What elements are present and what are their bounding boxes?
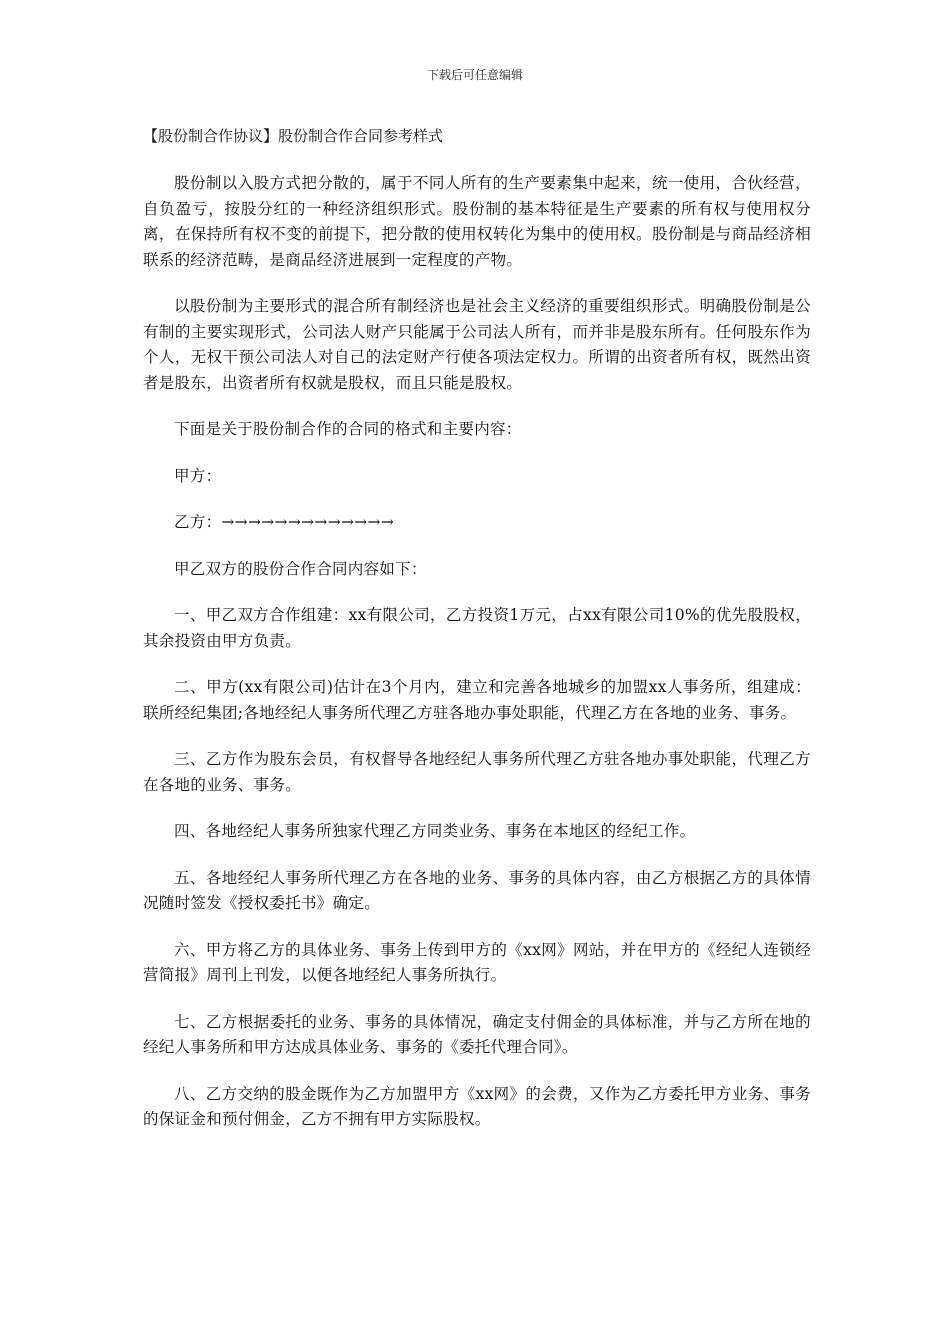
party-b-line: 乙方：→→→→→→→→→→→→→ bbox=[174, 513, 395, 531]
clause-6: 六、甲方将乙方的具体业务、事务上传到甲方的《xx网》网站，并在甲方的《经纪人连锁经营简报》周刊上刊发，以便各地经纪人事务所执行。 bbox=[143, 940, 811, 984]
clause-2: 二、甲方(xx有限公司)估计在3个月内，建立和完善各地城乡的加盟xx人事务所，组建成：联所经纪集团;各地经纪人事务所代理乙方驻各地办事处职能，代理乙方在各地的业务、事务。 bbox=[143, 678, 811, 722]
document-body bbox=[143, 124, 811, 1154]
clause-3: 三、乙方作为股东会员，有权督导各地经纪人事务所代理乙方驻各地办事处职能，代理乙方在各地的业务、事务。 bbox=[143, 750, 811, 794]
clause-7: 七、乙方根据委托的业务、事务的具体情况，确定支付佣金的具体标准，并与乙方所在地的经纪人事务所和甲方达成具体业务、事务的《委托代理合同》。 bbox=[143, 1012, 811, 1056]
page-header-note: 下载后可任意编辑 bbox=[426, 68, 523, 82]
paragraph-intro-2: 以股份制为主要形式的混合所有制经济也是社会主义经济的重要组织形式。明确股份制是公有制的主要实现形式，公司法人财产只能属于公司法人所有，而并非是股东所有。任何股东作为个人，无权干预公司法人对自己的法定财产行使各项法定权力。所谓的出资者所有权，既然出资者是股东，出资者所有权就是股权，而且只能是股权。 bbox=[143, 297, 811, 392]
paragraph-intro-1: 股份制以入股方式把分散的，属于不同人所有的生产要素集中起来，统一使用，合伙经营，自负盈亏，按股分红的一种经济组织形式。股份制的基本特征是生产要素的所有权与使用权分离，在保持所有权不变的前提下，把分散的使用权转化为集中的使用权。股份制是与商品经济相联系的经济范畴，是商品经济进展到一定程度的产物。 bbox=[143, 174, 811, 269]
clause-1: 一、甲乙双方合作组建：xx有限公司，乙方投资1万元，占xx有限公司10%的优先股股权，其余投资由甲方负责。 bbox=[143, 606, 811, 650]
clause-8: 八、乙方交纳的股金既作为乙方加盟甲方《xx网》的会费，又作为乙方委托甲方业务、事务的保证金和预付佣金，乙方不拥有甲方实际股权。 bbox=[143, 1084, 811, 1128]
party-a-line: 甲方： bbox=[174, 466, 222, 485]
clause-5: 五、各地经纪人事务所代理乙方在各地的业务、事务的具体内容，由乙方根据乙方的具体情况随时签发《授权委托书》确定。 bbox=[143, 868, 811, 912]
document-title: 【股份制合作协议】股份制合作合同参考样式 bbox=[143, 127, 444, 145]
clause-4: 四、各地经纪人事务所独家代理乙方同类业务、事务在本地区的经纪工作。 bbox=[174, 822, 696, 840]
contract-content-intro: 甲乙双方的股份合作合同内容如下： bbox=[174, 559, 427, 578]
paragraph-format-intro: 下面是关于股份制合作的合同的格式和主要内容： bbox=[174, 420, 522, 438]
